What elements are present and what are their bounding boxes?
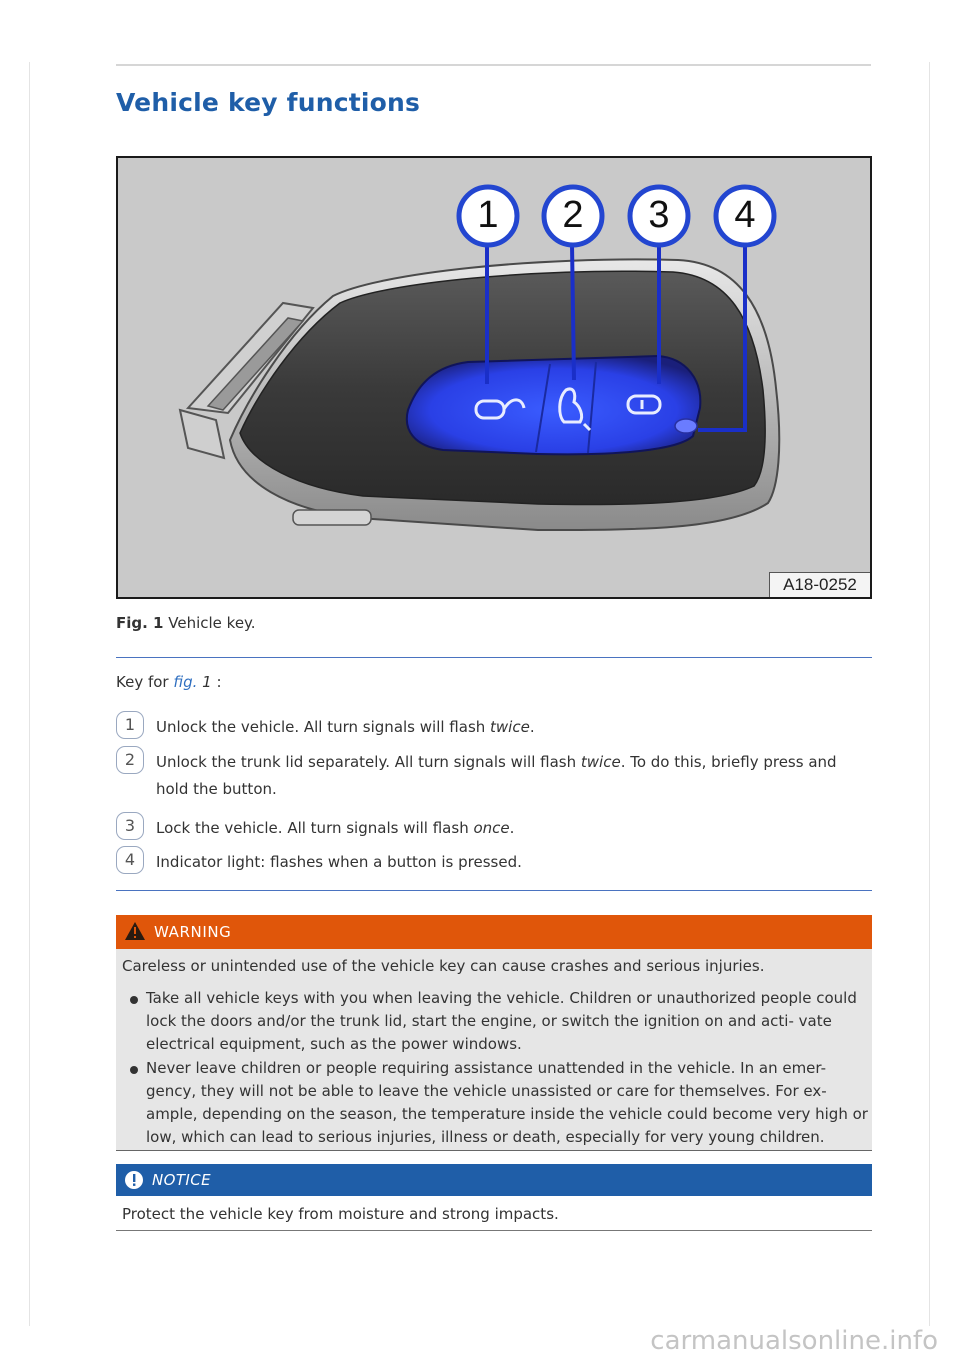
callout-2: 2 — [541, 184, 605, 248]
key-item-text: Unlock the trunk lid separately. All turn signals will flash twice. To do this, briefly press and hold the button. — [156, 753, 837, 798]
section-rule-top — [116, 657, 872, 658]
figure-caption — [116, 614, 256, 632]
top-rule — [116, 64, 871, 66]
key-legend-heading: Key for fig. 1 : — [116, 673, 222, 691]
figure-caption-label: Fig. 1 — [116, 614, 164, 632]
page-margin-right — [929, 62, 930, 1326]
notice-body — [116, 1196, 872, 1231]
notice-text: Protect the vehicle key from moisture and strong impacts. — [122, 1205, 559, 1223]
warning-header — [116, 915, 872, 949]
figure-reference-link[interactable]: fig. — [173, 673, 198, 691]
callout-4: 4 — [713, 184, 777, 248]
callout-3: 3 — [627, 184, 691, 248]
page-margin-left — [29, 62, 30, 1326]
bullet-dot-icon — [130, 1066, 138, 1074]
watermark: carmanualsonline.info — [650, 1326, 938, 1356]
warning-body: Careless or unintended use of the vehicle key can cause crashes and serious injuries. Take all vehicle keys with you when leaving the vehicle. Children or unauthorized people could lock the doors and/or the trunk lid, start the engine, or switch the ignition on and acti- vate electrical equipment, such as the power windows. Never leave children or people requiring assistance unattended in the vehicle. In an emer- gency, they will not be able to leave the vehicle unassisted or care for themselves. For ex- ample, depending on the season, the temperature inside the vehicle could become very high or low, which can lead to serious injuries, illness or death, especially for very young children. — [116, 949, 872, 1151]
exclamation-circle-icon — [124, 1170, 144, 1194]
section-rule-bottom — [116, 890, 872, 891]
warning-triangle-icon — [124, 921, 146, 945]
key-item-number: 3 — [116, 812, 144, 840]
key-item-text: Lock the vehicle. All turn signals will flash once. — [156, 819, 515, 837]
key-item-text: Unlock the vehicle. All turn signals will flash twice. — [156, 718, 535, 736]
callout-1: 1 — [456, 184, 520, 248]
key-item-number: 2 — [116, 746, 144, 774]
key-item-number: 1 — [116, 711, 144, 739]
key-item-number: 4 — [116, 846, 144, 874]
bullet-dot-icon — [130, 996, 138, 1004]
figure-code: A18-0252 — [769, 572, 870, 597]
figure-caption-text: Vehicle key. — [168, 614, 256, 632]
page-title: Vehicle key functions — [116, 88, 421, 117]
notice-header — [116, 1164, 872, 1196]
key-item-text: Indicator light: flashes when a button is pressed. — [156, 853, 522, 871]
vehicle-key-figure — [116, 156, 872, 599]
notice-label: NOTICE — [152, 1171, 211, 1189]
warning-intro: Careless or unintended use of the vehicle key can cause crashes and serious injuries. — [122, 957, 765, 975]
warning-label: WARNING — [154, 923, 232, 941]
